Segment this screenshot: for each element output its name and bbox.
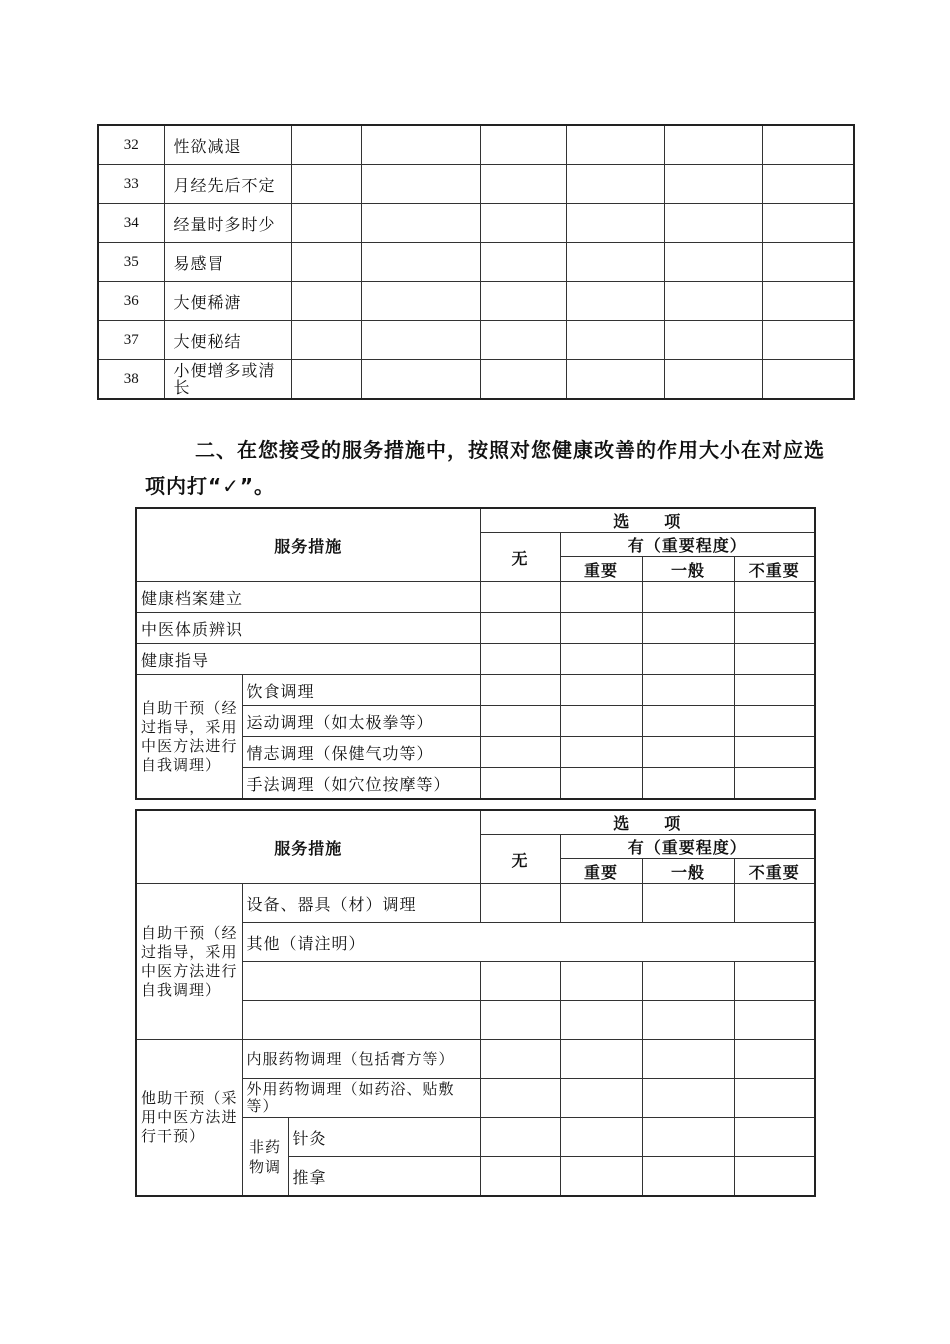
header-general: 一般	[642, 557, 734, 582]
symptom-check-cell[interactable]	[664, 321, 762, 360]
checkbox-cell[interactable]	[642, 582, 734, 613]
header-have: 有（重要程度）	[560, 533, 815, 557]
symptom-name: 大便稀溏	[164, 282, 291, 321]
symptom-number: 32	[98, 125, 164, 165]
checkbox-cell[interactable]	[560, 1157, 642, 1197]
symptom-number: 34	[98, 204, 164, 243]
row-label-acupuncture: 针灸	[288, 1118, 480, 1157]
checkbox-cell[interactable]	[560, 1079, 642, 1118]
symptom-check-cell[interactable]	[566, 282, 664, 321]
symptom-name: 性欲减退	[164, 125, 291, 165]
header-general: 一般	[642, 859, 734, 884]
header-have: 有（重要程度）	[560, 835, 815, 859]
symptom-check-cell[interactable]	[664, 243, 762, 282]
checkbox-cell[interactable]	[734, 1118, 815, 1157]
checkbox-cell[interactable]	[560, 613, 642, 644]
symptom-check-cell[interactable]	[480, 243, 566, 282]
checkbox-cell[interactable]	[480, 1118, 560, 1157]
row-label-health-guidance: 健康指导	[136, 644, 480, 675]
checkbox-cell[interactable]	[560, 1001, 642, 1040]
symptom-check-cell[interactable]	[480, 165, 566, 204]
checkbox-cell[interactable]	[480, 613, 560, 644]
symptom-check-cell[interactable]	[291, 321, 361, 360]
blank-entry-cell[interactable]	[242, 962, 480, 1001]
group-label-self-intervention: 自助干预（经过指导，采用中医方法进行自我调理）	[136, 675, 242, 800]
row-label-health-record: 健康档案建立	[136, 582, 480, 613]
checkbox-cell[interactable]	[480, 962, 560, 1001]
symptom-name: 月经先后不定	[164, 165, 291, 204]
symptom-check-cell[interactable]	[664, 125, 762, 165]
symptom-check-cell[interactable]	[480, 360, 566, 400]
symptom-check-cell[interactable]	[361, 243, 480, 282]
row-label-external-medicine: 外用药物调理（如药浴、贴敷等）	[242, 1079, 480, 1118]
symptom-check-cell[interactable]	[291, 204, 361, 243]
checkbox-cell[interactable]	[734, 706, 815, 737]
row-label-internal-medicine: 内服药物调理（包括膏方等）	[242, 1040, 480, 1079]
checkbox-cell[interactable]	[734, 1157, 815, 1197]
checkbox-cell[interactable]	[480, 1001, 560, 1040]
symptom-check-cell[interactable]	[291, 360, 361, 400]
checkbox-cell[interactable]	[642, 1157, 734, 1197]
symptom-check-cell[interactable]	[566, 165, 664, 204]
checkbox-cell[interactable]	[480, 1079, 560, 1118]
symptom-row	[98, 243, 854, 282]
checkbox-cell[interactable]	[642, 884, 734, 923]
checkbox-cell[interactable]	[560, 962, 642, 1001]
checkbox-cell[interactable]	[734, 613, 815, 644]
row-label-tuina: 推拿	[288, 1157, 480, 1197]
symptom-row	[98, 321, 854, 360]
row-label-other[interactable]: 其他（请注明）	[242, 923, 815, 962]
symptom-check-cell[interactable]	[361, 165, 480, 204]
symptom-check-cell[interactable]	[762, 321, 854, 360]
symptom-table	[97, 124, 855, 400]
header-important: 重要	[560, 557, 642, 582]
checkbox-cell[interactable]	[734, 1040, 815, 1079]
symptom-number: 33	[98, 165, 164, 204]
row-label-equipment: 设备、器具（材）调理	[242, 884, 480, 923]
checkbox-cell[interactable]	[480, 582, 560, 613]
symptom-check-cell[interactable]	[361, 360, 480, 400]
checkbox-cell[interactable]	[480, 884, 560, 923]
row-label-tcm-constitution: 中医体质辨识	[136, 613, 480, 644]
row-label-diet: 饮食调理	[242, 675, 480, 706]
checkbox-cell[interactable]	[734, 884, 815, 923]
symptom-number: 35	[98, 243, 164, 282]
checkbox-cell[interactable]	[560, 884, 642, 923]
symptom-check-cell[interactable]	[480, 204, 566, 243]
header-options: 选 项	[480, 810, 815, 835]
header-important: 重要	[560, 859, 642, 884]
checkbox-cell[interactable]	[480, 675, 560, 706]
row-label-exercise: 运动调理（如太极拳等）	[242, 706, 480, 737]
symptom-row	[98, 204, 854, 243]
symptom-row	[98, 282, 854, 321]
symptom-row	[98, 165, 854, 204]
symptom-check-cell[interactable]	[480, 125, 566, 165]
checkbox-cell[interactable]	[480, 644, 560, 675]
checkbox-cell[interactable]	[642, 644, 734, 675]
symptom-check-cell[interactable]	[291, 165, 361, 204]
checkbox-cell[interactable]	[734, 675, 815, 706]
checkbox-cell[interactable]	[560, 675, 642, 706]
symptom-check-cell[interactable]	[566, 125, 664, 165]
symptom-check-cell[interactable]	[361, 125, 480, 165]
symptom-check-cell[interactable]	[291, 125, 361, 165]
checkbox-cell[interactable]	[560, 1040, 642, 1079]
header-options: 选 项	[480, 508, 815, 533]
checkbox-cell[interactable]	[560, 706, 642, 737]
checkbox-cell[interactable]	[642, 1040, 734, 1079]
checkbox-cell[interactable]	[734, 644, 815, 675]
checkbox-cell[interactable]	[560, 582, 642, 613]
symptom-check-cell[interactable]	[480, 321, 566, 360]
checkbox-cell[interactable]	[642, 706, 734, 737]
symptom-check-cell[interactable]	[762, 165, 854, 204]
checkbox-cell[interactable]	[642, 1001, 734, 1040]
checkbox-cell[interactable]	[480, 1040, 560, 1079]
checkbox-cell[interactable]	[480, 1157, 560, 1197]
symptom-check-cell[interactable]	[762, 243, 854, 282]
symptom-check-cell[interactable]	[762, 360, 854, 400]
checkbox-cell[interactable]	[560, 737, 642, 768]
symptom-check-cell[interactable]	[762, 204, 854, 243]
symptom-check-cell[interactable]	[291, 282, 361, 321]
checkbox-cell[interactable]	[734, 1079, 815, 1118]
group-label-self-intervention: 自助干预（经过指导，采用中医方法进行自我调理）	[136, 884, 242, 1040]
checkbox-cell[interactable]	[642, 675, 734, 706]
checkbox-cell[interactable]	[560, 768, 642, 800]
checkbox-cell[interactable]	[642, 613, 734, 644]
symptom-name: 经量时多时少	[164, 204, 291, 243]
checkbox-cell[interactable]	[642, 737, 734, 768]
service-table-2	[135, 809, 816, 1197]
symptom-check-cell[interactable]	[664, 165, 762, 204]
symptom-check-cell[interactable]	[361, 282, 480, 321]
symptom-check-cell[interactable]	[361, 204, 480, 243]
symptom-name: 大便秘结	[164, 321, 291, 360]
checkbox-cell[interactable]	[642, 1079, 734, 1118]
header-not-important: 不重要	[734, 557, 815, 582]
symptom-name: 小便增多或清长	[164, 360, 291, 400]
header-measures: 服务措施	[136, 508, 480, 582]
symptom-check-cell[interactable]	[566, 243, 664, 282]
group-label-assisted-intervention: 他助干预（采用中医方法进行干预）	[136, 1040, 242, 1197]
section-2-heading: 二、在您接受的服务措施中，按照对您健康改善的作用大小在对应选项内打“✓”。	[145, 438, 825, 498]
checkbox-cell[interactable]	[734, 582, 815, 613]
checkbox-cell[interactable]	[734, 962, 815, 1001]
checkbox-cell[interactable]	[560, 1118, 642, 1157]
header-not-important: 不重要	[734, 859, 815, 884]
header-none: 无	[480, 835, 560, 884]
checkbox-cell[interactable]	[480, 768, 560, 800]
symptom-check-cell[interactable]	[762, 125, 854, 165]
symptom-number: 37	[98, 321, 164, 360]
symptom-name: 易感冒	[164, 243, 291, 282]
symptom-number: 36	[98, 282, 164, 321]
blank-entry-cell[interactable]	[242, 1001, 480, 1040]
symptom-check-cell[interactable]	[762, 282, 854, 321]
symptom-check-cell[interactable]	[664, 360, 762, 400]
row-label-manual: 手法调理（如穴位按摩等）	[242, 768, 480, 800]
checkbox-cell[interactable]	[734, 1001, 815, 1040]
checkbox-cell[interactable]	[642, 768, 734, 800]
header-none: 无	[480, 533, 560, 582]
checkbox-cell[interactable]	[480, 737, 560, 768]
symptom-check-cell[interactable]	[664, 204, 762, 243]
service-table-1	[135, 507, 816, 800]
symptom-check-cell[interactable]	[566, 360, 664, 400]
symptom-check-cell[interactable]	[480, 282, 566, 321]
header-measures: 服务措施	[136, 810, 480, 884]
symptom-check-cell[interactable]	[566, 321, 664, 360]
symptom-row	[98, 360, 854, 400]
checkbox-cell[interactable]	[734, 768, 815, 800]
checkbox-cell[interactable]	[642, 962, 734, 1001]
symptom-check-cell[interactable]	[566, 204, 664, 243]
symptom-check-cell[interactable]	[361, 321, 480, 360]
checkbox-cell[interactable]	[560, 644, 642, 675]
symptom-check-cell[interactable]	[664, 282, 762, 321]
checkbox-cell[interactable]	[642, 1118, 734, 1157]
row-label-non-drug: 非药物调	[242, 1118, 288, 1197]
symptom-check-cell[interactable]	[291, 243, 361, 282]
symptom-number: 38	[98, 360, 164, 400]
row-label-emotion: 情志调理（保健气功等）	[242, 737, 480, 768]
symptom-row	[98, 125, 854, 165]
checkbox-cell[interactable]	[480, 706, 560, 737]
checkbox-cell[interactable]	[734, 737, 815, 768]
